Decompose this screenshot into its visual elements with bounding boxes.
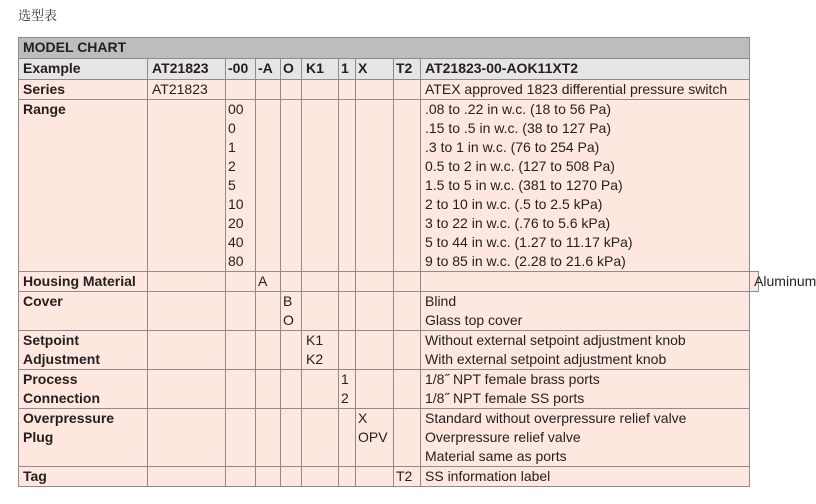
- range-desc: .3 to 1 in w.c. (76 to 254 Pa): [425, 139, 600, 155]
- housing-row: [19, 272, 759, 292]
- range-desc: 3 to 22 in w.c. (.76 to 5.6 kPa): [425, 215, 611, 231]
- setpoint-label: [19, 331, 148, 370]
- setpoint-descs: [421, 331, 750, 370]
- cover-row: [19, 292, 759, 331]
- example-tag-code: T2: [394, 59, 421, 80]
- range-desc: 5 to 44 in w.c. (1.27 to 11.17 kPa): [425, 234, 633, 250]
- example-row: [19, 59, 759, 80]
- overpressure-label-line: Overpressure: [23, 410, 115, 426]
- cover-code: O: [283, 312, 294, 328]
- cover-descs: [421, 292, 750, 331]
- example-housing-code: -A: [256, 59, 281, 80]
- range-desc: .08 to .22 in w.c. (18 to 56 Pa): [425, 101, 611, 117]
- housing-code: A: [256, 272, 281, 292]
- chart-header-row: [19, 38, 759, 59]
- model-chart-table: [18, 37, 816, 487]
- overpressure-label: [19, 409, 148, 467]
- setpoint-codes: [302, 331, 339, 370]
- tag-label: Tag: [19, 467, 148, 487]
- process-desc: 1/8˝ NPT female SS ports: [425, 390, 585, 406]
- process-label-line: Process: [23, 371, 78, 387]
- housing-label: Housing Material: [19, 272, 148, 292]
- setpoint-label-line: Adjustment: [23, 351, 100, 367]
- housing-desc: Aluminum: [750, 272, 759, 292]
- process-row: [19, 370, 759, 409]
- range-codes: [226, 100, 256, 272]
- process-code: 2: [341, 390, 349, 406]
- range-row: [19, 100, 759, 272]
- setpoint-code: K2: [306, 351, 324, 367]
- example-label: Example: [19, 59, 148, 80]
- cover-desc: Glass top cover: [425, 312, 523, 328]
- example-overpressure-code: X: [356, 59, 394, 80]
- range-desc: 9 to 85 in w.c. (2.28 to 21.6 kPa): [425, 253, 626, 269]
- process-label: [19, 370, 148, 409]
- series-desc: ATEX approved 1823 differential pressure switch: [421, 80, 750, 100]
- setpoint-label-line: Setpoint: [23, 332, 79, 348]
- series-code: AT21823: [148, 80, 226, 100]
- overpressure-codes: [356, 409, 394, 467]
- range-code: 5: [228, 177, 236, 193]
- series-label: Series: [19, 80, 148, 100]
- range-desc: .15 to .5 in w.c. (38 to 127 Pa): [425, 120, 611, 136]
- cover-codes: [281, 292, 302, 331]
- range-code: 00: [228, 101, 244, 117]
- range-desc: 2 to 10 in w.c. (.5 to 2.5 kPa): [425, 196, 603, 212]
- range-code: 0: [228, 120, 236, 136]
- example-process-code: 1: [339, 59, 356, 80]
- process-label-line: Connection: [23, 390, 100, 406]
- range-code: 2: [228, 158, 236, 174]
- example-cover-code: O: [281, 59, 302, 80]
- process-code: 1: [341, 371, 349, 387]
- range-desc: 1.5 to 5 in w.c. (381 to 1270 Pa): [425, 177, 623, 193]
- range-code: 1: [228, 139, 236, 155]
- overpressure-descs: [421, 409, 750, 467]
- setpoint-desc: With external setpoint adjustment knob: [425, 351, 667, 367]
- overpressure-desc: Material same as ports: [425, 448, 567, 464]
- chart-title: MODEL CHART: [19, 38, 750, 59]
- cover-desc: Blind: [425, 293, 457, 309]
- overpressure-label-line: Plug: [23, 429, 54, 445]
- range-code: 10: [228, 196, 244, 212]
- series-row: [19, 80, 759, 100]
- process-descs: [421, 370, 750, 409]
- setpoint-code: K1: [306, 332, 324, 348]
- cover-code: B: [283, 293, 293, 309]
- example-setpoint-code: K1: [302, 59, 339, 80]
- range-code: 20: [228, 215, 244, 231]
- process-codes: [339, 370, 356, 409]
- cover-label: Cover: [19, 292, 148, 331]
- overpressure-code: X: [358, 410, 368, 426]
- process-desc: 1/8˝ NPT female brass ports: [425, 371, 600, 387]
- range-label: Range: [19, 100, 148, 272]
- range-descs: [421, 100, 750, 272]
- setpoint-desc: Without external setpoint adjustment knob: [425, 332, 686, 348]
- overpressure-code: OPV: [358, 429, 388, 445]
- range-code: 40: [228, 234, 244, 250]
- tag-row: [19, 467, 759, 487]
- tag-desc: SS information label: [421, 467, 750, 487]
- overpressure-desc: Overpressure relief valve: [425, 429, 581, 445]
- tag-code: T2: [394, 467, 421, 487]
- page-title: 选型表: [18, 9, 58, 24]
- range-desc: 0.5 to 2 in w.c. (127 to 508 Pa): [425, 158, 615, 174]
- range-code: 80: [228, 253, 244, 269]
- overpressure-desc: Standard without overpressure relief valve: [425, 410, 687, 426]
- example-range-code: -00: [226, 59, 256, 80]
- example-model-number: AT21823-00-AOK11XT2: [421, 59, 750, 80]
- overpressure-row: [19, 409, 759, 467]
- example-series-code: AT21823: [148, 59, 226, 80]
- setpoint-row: [19, 331, 759, 370]
